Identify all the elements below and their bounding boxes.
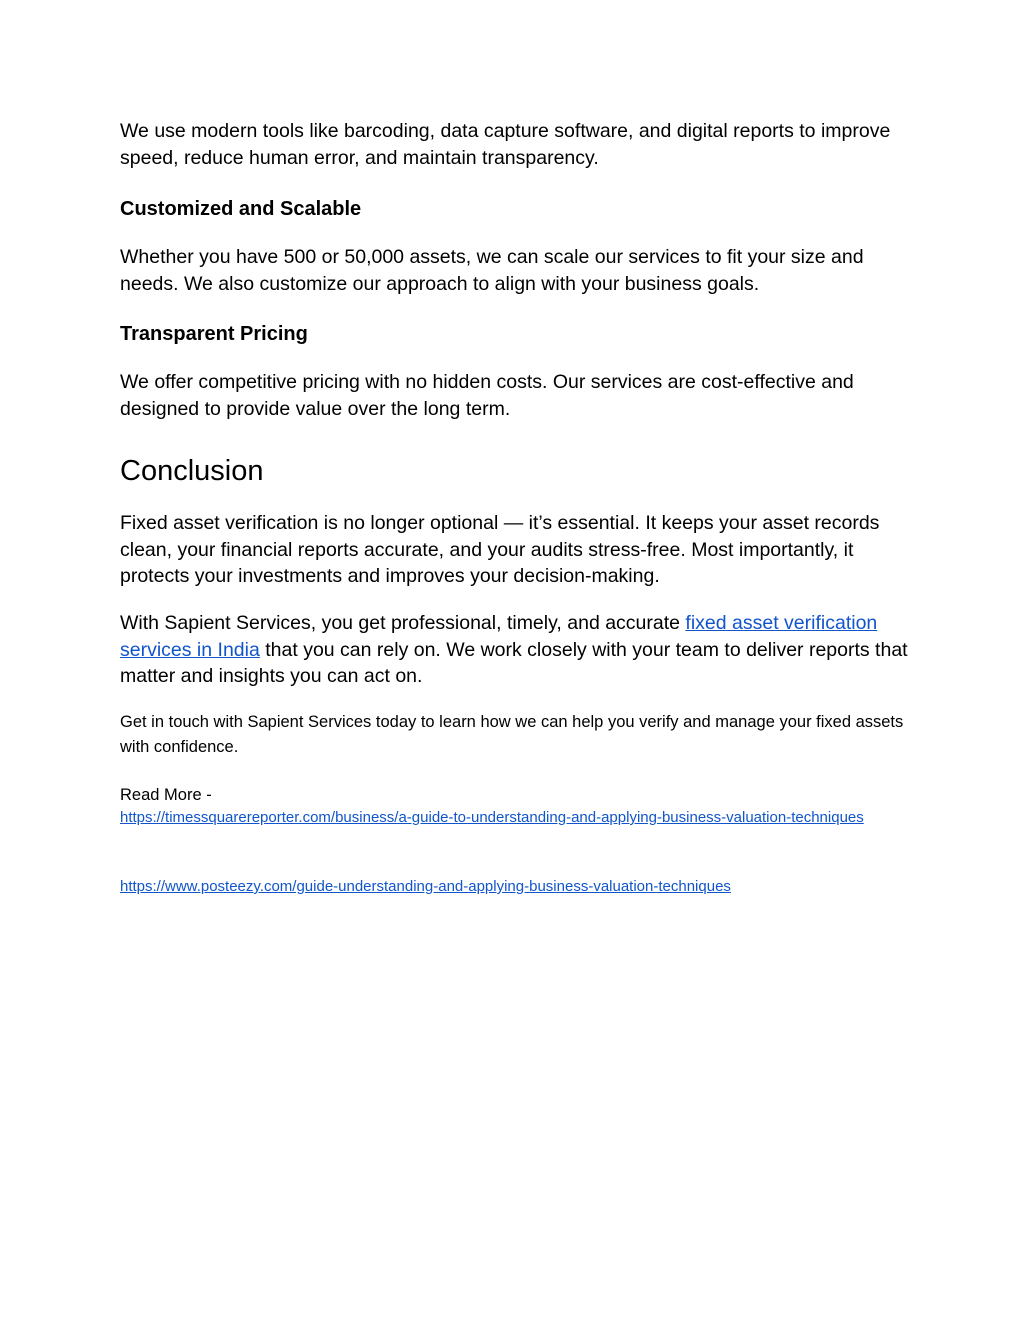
section-body-pricing: We offer competitive pricing with no hidden costs. Our services are cost-effective and designed to provide value over the long term. [120, 371, 854, 420]
conclusion-heading: Conclusion [120, 455, 264, 487]
read-more-label: Read More - [120, 786, 212, 804]
tech-paragraph: We use modern tools like barcoding, data capture software, and digital reports to improve speed, reduce human error, and maintain transparency. [120, 120, 891, 169]
read-more-link-1[interactable]: https://timessquarereporter.com/business/a-guide-to-understanding-and-applying-business-valuation-techniques [120, 809, 864, 826]
read-more-link-2[interactable]: https://www.posteezy.com/guide-understanding-and-applying-business-valuation-techniques [120, 878, 731, 895]
fixed-asset-verification-link[interactable]: fixed asset verification services in India [120, 612, 878, 661]
paragraph-text: that you can rely on. We work closely with your team to deliver reports that matter and insights you can act on. [120, 638, 908, 687]
cta-paragraph: Get in touch with Sapient Services today to learn how we can help you verify and manage your fixed assets with confidence. [120, 713, 904, 756]
conclusion-paragraph-1: Fixed asset verification is no longer optional — it’s essential. It keeps your asset records clean, your financial reports accurate, and your audits stress-free. Most importantly, it protects your investments and improves your decision-making. [120, 512, 880, 587]
section-body-customized: Whether you have 500 or 50,000 assets, we can scale our services to fit your size and needs. We also customize our approach to align with your business goals. [120, 246, 864, 295]
conclusion-paragraph-2 [120, 610, 910, 690]
paragraph-text: With Sapient Services, you get professional, timely, and accurate [120, 612, 686, 634]
section-heading-pricing: Transparent Pricing [120, 323, 308, 345]
section-heading-customized: Customized and Scalable [120, 198, 362, 220]
